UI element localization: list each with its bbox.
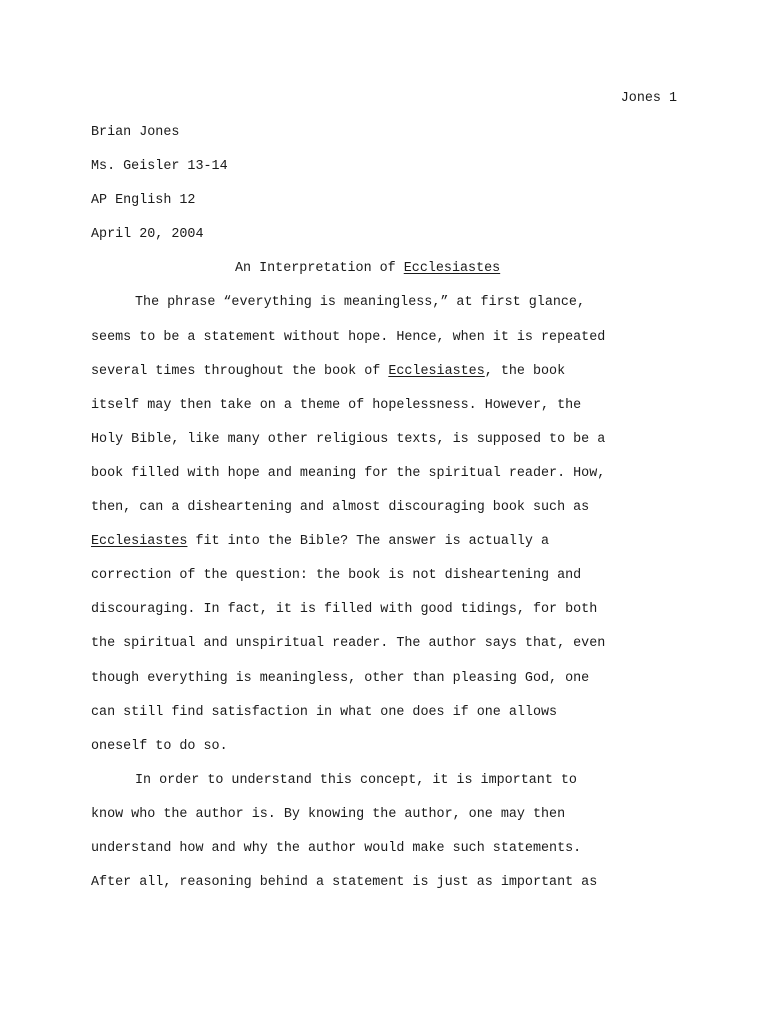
essay-title: [91, 252, 691, 286]
document-body: [91, 116, 691, 900]
paragraph-1-line-14: oneself to do so.: [91, 738, 228, 754]
paragraph-1-line-8: [91, 525, 691, 559]
p1-l8-end: fit into the Bible? The answer is actually a: [187, 534, 550, 550]
paragraph-1-line-2: seems to be a statement without hope. Hence, when it is repeated: [91, 329, 606, 345]
p1-l3-start: several times throughout the book of: [91, 363, 389, 379]
paragraph-1-line-11: the spiritual and unspiritual reader. The author says that, even: [91, 636, 606, 652]
paragraph-1-line-13: can still find satisfaction in what one does if one allows: [91, 704, 558, 720]
page-header: Jones 1: [620, 91, 677, 106]
teacher-name: Ms. Geisler 13-14: [91, 159, 228, 175]
paragraph-2-line-1: In order to understand this concept, it is important to: [135, 772, 577, 788]
title-prefix: An Interpretation of: [235, 261, 404, 277]
title-book: Ecclesiastes: [403, 261, 501, 277]
paragraph-1-line-12: though everything is meaningless, other than pleasing God, one: [91, 670, 590, 686]
p1-l3-end: , the book: [484, 363, 566, 379]
paragraph-1-line-6: book filled with hope and meaning for the spiritual reader. How,: [91, 465, 606, 481]
paragraph-1-line-9: correction of the question: the book is not disheartening and: [91, 568, 582, 584]
paragraph-2-line-4: After all, reasoning behind a statement is just as important as: [91, 875, 598, 891]
paragraph-1-line-3: [91, 355, 691, 389]
paragraph-1-line-1: The phrase “everything is meaningless,” at first glance,: [135, 295, 585, 311]
paragraph-2-line-3: understand how and why the author would make such statements.: [91, 840, 582, 856]
paragraph-1-line-10: discouraging. In fact, it is filled with good tidings, for both: [91, 602, 598, 618]
course-name: AP English 12: [91, 193, 196, 209]
essay-date: April 20, 2004: [91, 227, 204, 243]
author-name: Brian Jones: [91, 125, 180, 140]
paragraph-1-line-7: then, can a disheartening and almost discouraging book such as: [91, 500, 590, 516]
paragraph-1-line-4: itself may then take on a theme of hopelessness. However, the: [91, 397, 582, 413]
paragraph-1-line-5: Holy Bible, like many other religious texts, is supposed to be a: [91, 431, 606, 447]
paragraph-2-line-2: know who the author is. By knowing the author, one may then: [91, 806, 566, 822]
p1-l3-book: Ecclesiastes: [388, 363, 485, 379]
p1-l8-book: Ecclesiastes: [91, 534, 188, 550]
